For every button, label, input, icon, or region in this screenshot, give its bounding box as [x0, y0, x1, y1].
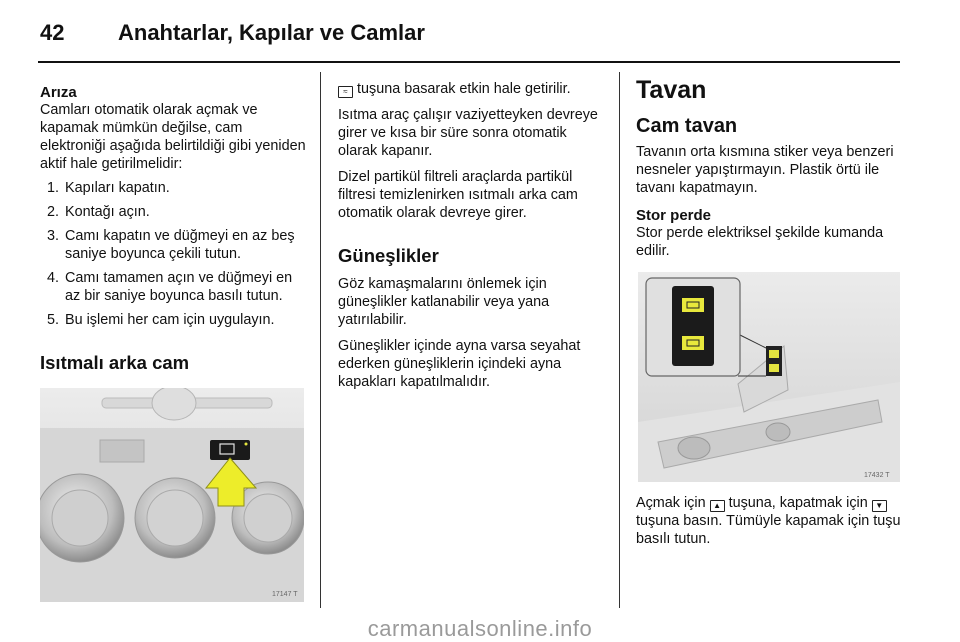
column-2	[338, 80, 606, 391]
roof-heading: Tavan	[636, 76, 707, 104]
column-divider-2	[619, 72, 620, 608]
chapter-title: Anahtarlar, Kapılar ve Camlar	[118, 20, 425, 45]
heated-rear-window-heading: Isıtmalı arka cam	[40, 352, 190, 373]
sunblind-text: Stor perde elektriksel şekilde kumanda edilir.	[636, 225, 884, 259]
sun-visor-text: Göz kamaşmalarını önlemek için güneşlikler katlanabilir veya yana yatırılabilir.	[338, 276, 550, 328]
fault-intro: Camları otomatik olarak açmak ve kapamak mümkün değilse, cam elektroniği aşağıda belirtildiği gibi yeniden aktif hale getirilmelidir:	[40, 102, 306, 172]
page-header	[0, 0, 960, 62]
sun-visors-heading: Güneşlikler	[338, 245, 439, 266]
header-divider	[38, 61, 900, 63]
fault-heading: Arıza	[40, 84, 77, 101]
watermark: carmanualsonline.info	[367, 616, 593, 641]
column-divider-1	[320, 72, 321, 608]
sunblind-operation-text: Açmak için ▲ tuşuna, kapatmak için ▼tuşuna basın. Tümüyle kapamak için tuşu basılı tutun.	[636, 495, 901, 547]
glass-roof-heading: Cam tavan	[636, 115, 738, 137]
roof-console-figure	[638, 272, 900, 482]
list-item: 3. Camı kapatın ve düğmeyi en az beş saniye boyunca çekili tutun.	[47, 228, 295, 262]
glass-roof-text: Tavanın orta kısmına stiker veya benzeri nesneler yapıştırmayın. Plastik örtü ile tavanı kapatmayın.	[636, 144, 894, 196]
list-item: 1. Kapıları kapatın.	[47, 180, 170, 196]
list-item: 5. Bu işlemi her cam için uygulayın.	[47, 312, 275, 328]
rear-window-heat-icon: ≈	[338, 86, 353, 98]
sunblind-close-icon: ▼	[872, 500, 887, 512]
figure-code-1: 17147 T	[272, 591, 298, 598]
mirror-cover-text: Güneşlikler içinde ayna varsa seyahat ederken güneşliklerin içindeki ayna kapakları kapatılmalıdır.	[338, 338, 581, 390]
page-number: 42	[40, 20, 65, 45]
climate-panel-figure	[40, 388, 304, 602]
diesel-filter-text: Dizel partikül filtreli araçlarda partikül filtresi temizlenirken ısıtmalı arka cam otomatik olarak devreye girer.	[338, 169, 578, 221]
sunblind-open-icon: ▲	[710, 500, 725, 512]
steps-list	[40, 179, 310, 329]
figure-code-2: 17432 T	[864, 472, 890, 479]
sunblind-instructions	[636, 494, 906, 548]
column-3	[636, 75, 906, 260]
activation-text: ≈ tuşuna basarak etkin hale getirilir.	[338, 80, 606, 98]
list-item: 2. Kontağı açın.	[47, 204, 150, 220]
sunblind-heading: Stor perde	[636, 207, 712, 224]
heating-behavior-text: Isıtma araç çalışır vaziyetteyken devreye girer ve kısa bir süre sonra otomatik olarak kapanır.	[338, 107, 598, 159]
list-item: 4. Camı tamamen açın ve düğmeyi en az bir saniye boyunca basılı tutun.	[47, 270, 293, 304]
column-1	[40, 84, 310, 382]
